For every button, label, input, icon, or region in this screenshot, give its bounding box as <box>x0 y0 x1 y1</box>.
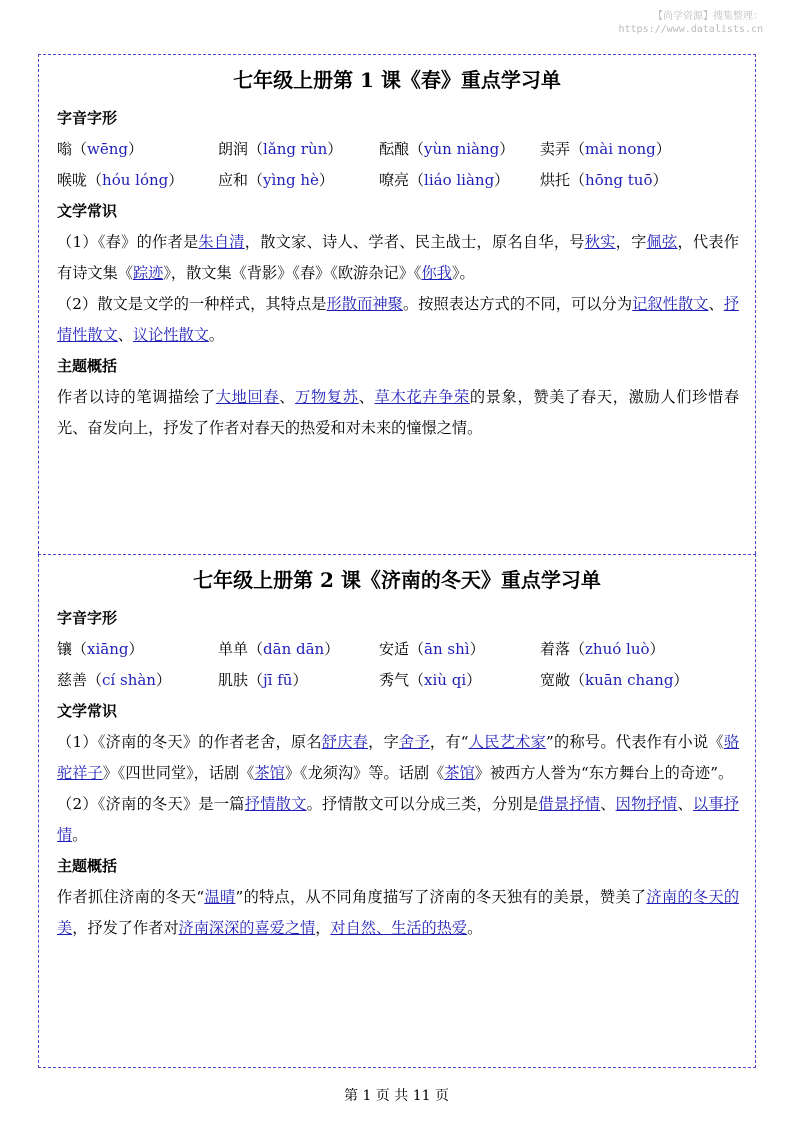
word-char: 酝酿 <box>379 140 410 158</box>
text-run: （2）《济南的冬天》是一篇 <box>57 795 245 813</box>
watermark-line2: https://www.datalists.cn <box>618 24 763 35</box>
paren-close: ） <box>466 671 482 689</box>
text-run: 的景象，赞美了春天，激励人们珍惜春光、奋发向上，抒发了作者对春天的热爱和对未来的憧憬之情。 <box>57 388 740 437</box>
word-char: 安适 <box>379 640 410 658</box>
text-run: 、 <box>677 795 693 813</box>
text-run: 、 <box>358 388 375 406</box>
word-pinyin: hóu lóng <box>102 171 169 189</box>
keyword: 抒情散文 <box>244 795 307 813</box>
word-pinyin: kuān chang <box>585 671 674 689</box>
paren-close: ） <box>469 640 485 658</box>
lesson1-theme-para <box>57 382 739 444</box>
paren-close: ） <box>292 671 308 689</box>
word-char: 慈善 <box>57 671 88 689</box>
lesson2-theme-para <box>57 882 739 944</box>
word-char: 单单 <box>218 640 249 658</box>
keyword: 舒庆春 <box>321 733 369 751</box>
word-char: 朗润 <box>218 140 249 158</box>
text-run: 》。 <box>451 264 475 282</box>
word-char: 肌肤 <box>218 671 249 689</box>
keyword: 济南深深的喜爱之情 <box>178 919 316 937</box>
word-row <box>57 634 755 665</box>
watermark <box>619 10 764 36</box>
paren-open: （ <box>409 140 425 158</box>
word-pinyin: lǎng rùn <box>263 140 328 158</box>
word-pinyin: yìng hè <box>263 171 319 189</box>
keyword: 济南的冬天的美 <box>57 888 740 937</box>
keyword: 骆驼祥子 <box>57 733 740 782</box>
word-row <box>57 134 755 165</box>
paren-close: ） <box>318 171 334 189</box>
lesson2-title: 七年级上册第 2 课《济南的冬天》重点学习单 <box>193 568 601 592</box>
text-run: 作者以诗的笔调描绘了 <box>57 388 216 406</box>
watermark-line1: 【尚学资源】搜集整理： <box>653 11 763 22</box>
lesson2-words-heading: 字音字形 <box>57 609 118 627</box>
word-item <box>379 134 540 165</box>
text-run: ， <box>315 919 331 937</box>
keyword: 踪迹 <box>132 264 164 282</box>
word-item <box>540 665 701 696</box>
keyword: 大地回春 <box>215 388 280 406</box>
text-run: （2）散文是文学的一种样式，其特点是 <box>57 295 327 313</box>
word-row <box>57 665 755 696</box>
word-pinyin: yùn niàng <box>424 140 500 158</box>
page-footer: 第 1 页 共 11 页 <box>344 1088 449 1104</box>
lesson2-words <box>57 634 755 696</box>
word-char: 秀气 <box>379 671 410 689</box>
text-run: 》《龙须沟》等。话剧《 <box>284 764 445 782</box>
text-run: ，有“ <box>429 733 469 751</box>
paren-open: （ <box>248 640 264 658</box>
word-pinyin: ān shì <box>424 640 470 658</box>
word-item <box>218 134 379 165</box>
word-item <box>379 665 540 696</box>
word-item <box>57 634 218 665</box>
text-run: 。抒情散文可以分成三类，分别是 <box>306 795 539 813</box>
text-run: 》《四世同堂》，话剧《 <box>102 764 255 782</box>
text-run: （1）《济南的冬天》的作者老舍，原名 <box>57 733 322 751</box>
paren-close: ） <box>673 671 689 689</box>
keyword: 舍予 <box>399 733 430 751</box>
text-run: ，抒发了作者对 <box>72 919 179 937</box>
keyword: 人民艺术家 <box>468 733 547 751</box>
text-run: ，字 <box>368 733 400 751</box>
lesson2-theme-heading: 主题概括 <box>57 857 118 875</box>
word-item <box>540 634 701 665</box>
text-run: 》，散文集《背影》《春》《欧游杂记》《 <box>163 264 422 282</box>
word-char: 着落 <box>540 640 571 658</box>
word-pinyin: liáo liàng <box>424 171 495 189</box>
keyword: 形散而神聚 <box>326 295 403 313</box>
lesson1-title: 七年级上册第 1 课《春》重点学习单 <box>233 68 561 92</box>
paren-open: （ <box>409 640 425 658</box>
keyword: 茶馆 <box>254 764 285 782</box>
text-run: 。按照表达方式的不同，可以分为 <box>402 295 633 313</box>
lesson1-theme-heading: 主题概括 <box>57 357 118 375</box>
lesson1-lit-heading: 文学常识 <box>57 202 118 220</box>
word-char: 卖弄 <box>540 140 571 158</box>
keyword: 万物复苏 <box>295 388 359 406</box>
text-run: 、 <box>600 795 616 813</box>
paren-open: （ <box>570 140 586 158</box>
lesson1-lit-para1 <box>57 227 739 289</box>
paren-open: （ <box>72 140 88 158</box>
word-pinyin: zhuó luò <box>585 640 650 658</box>
word-char: 嘹亮 <box>379 171 410 189</box>
word-pinyin: mài nong <box>585 140 656 158</box>
text-run: 。 <box>208 326 225 344</box>
lesson2-lit-heading: 文学常识 <box>57 702 118 720</box>
word-pinyin: cí shàn <box>102 671 156 689</box>
paren-open: （ <box>570 671 586 689</box>
text-run: 、 <box>117 326 133 344</box>
paren-open: （ <box>409 671 425 689</box>
paren-close: ） <box>652 171 668 189</box>
word-item <box>218 165 379 196</box>
text-run: 》被西方人誉为“东方舞台上的奇迹”。 <box>474 764 734 782</box>
word-char: 宽敞 <box>540 671 571 689</box>
keyword: 温晴 <box>204 888 236 906</box>
lesson1-card <box>38 54 756 554</box>
paren-open: （ <box>248 171 264 189</box>
text-run: ，字 <box>615 233 647 251</box>
keyword: 抒情性散文 <box>57 295 740 344</box>
paren-open: （ <box>87 171 103 189</box>
text-run: 、 <box>279 388 296 406</box>
text-run: ，代表作有诗文集《 <box>57 233 739 282</box>
paren-close: ） <box>655 140 671 158</box>
paren-open: （ <box>409 171 425 189</box>
text-run: ”的称号。代表作有小说《 <box>546 733 724 751</box>
word-pinyin: xiāng <box>87 640 129 658</box>
paren-close: ） <box>494 171 510 189</box>
word-item <box>57 665 218 696</box>
paren-open: （ <box>248 671 264 689</box>
lesson2-lit-para1 <box>57 727 739 789</box>
word-pinyin: jī fū <box>263 671 293 689</box>
word-item <box>218 634 379 665</box>
lesson1-words-heading: 字音字形 <box>57 109 118 127</box>
keyword: 草木花卉争荣 <box>374 388 470 406</box>
text-run: 作者抓住济南的冬天“ <box>57 888 205 906</box>
text-run: ，散文家、诗人、学者、民主战士，原名自华，号 <box>244 233 585 251</box>
paren-close: ） <box>155 671 171 689</box>
word-char: 烘托 <box>540 171 571 189</box>
keyword: 以事抒情 <box>57 795 739 844</box>
paren-close: ） <box>168 171 184 189</box>
text-run: 。 <box>467 919 483 937</box>
keyword: 朱自清 <box>198 233 245 251</box>
text-run: （1）《春》的作者是 <box>57 233 199 251</box>
paren-open: （ <box>248 140 264 158</box>
word-item <box>379 634 540 665</box>
paren-close: ） <box>128 140 144 158</box>
word-item <box>379 165 540 196</box>
keyword: 佩弦 <box>646 233 678 251</box>
word-item <box>57 165 218 196</box>
paren-close: ） <box>128 640 144 658</box>
paren-close: ） <box>649 640 665 658</box>
word-pinyin: wēng <box>87 140 129 158</box>
word-pinyin: xiù qi <box>424 671 467 689</box>
word-char: 应和 <box>218 171 249 189</box>
keyword: 茶馆 <box>444 764 475 782</box>
keyword: 借景抒情 <box>538 795 601 813</box>
text-run: ”的特点，从不同角度描写了济南的冬天独有的美景，赞美了 <box>235 888 647 906</box>
paren-close: ） <box>324 640 340 658</box>
word-row <box>57 165 755 196</box>
keyword: 秋实 <box>584 233 616 251</box>
keyword: 你我 <box>421 264 452 282</box>
text-run: 。 <box>72 826 88 844</box>
lesson1-words <box>57 134 755 196</box>
text-run: 、 <box>708 295 724 313</box>
lesson1-lit-para2 <box>57 289 739 351</box>
word-char: 镶 <box>57 640 73 658</box>
word-item <box>540 165 701 196</box>
keyword: 对自然、生活的热爱 <box>330 919 468 937</box>
lesson2-card <box>38 554 756 1068</box>
word-item <box>540 134 701 165</box>
word-char: 嗡 <box>57 140 73 158</box>
word-pinyin: dān dān <box>263 640 325 658</box>
paren-close: ） <box>499 140 515 158</box>
paren-close: ） <box>327 140 343 158</box>
paren-open: （ <box>72 640 88 658</box>
paren-open: （ <box>87 671 103 689</box>
lesson2-lit-para2 <box>57 789 739 851</box>
word-pinyin: hōng tuō <box>585 171 653 189</box>
word-char: 喉咙 <box>57 171 88 189</box>
keyword: 记叙性散文 <box>632 295 709 313</box>
keyword: 议论性散文 <box>132 326 209 344</box>
paren-open: （ <box>570 171 586 189</box>
keyword: 因物抒情 <box>615 795 678 813</box>
paren-open: （ <box>570 640 586 658</box>
word-item <box>218 665 379 696</box>
word-item <box>57 134 218 165</box>
